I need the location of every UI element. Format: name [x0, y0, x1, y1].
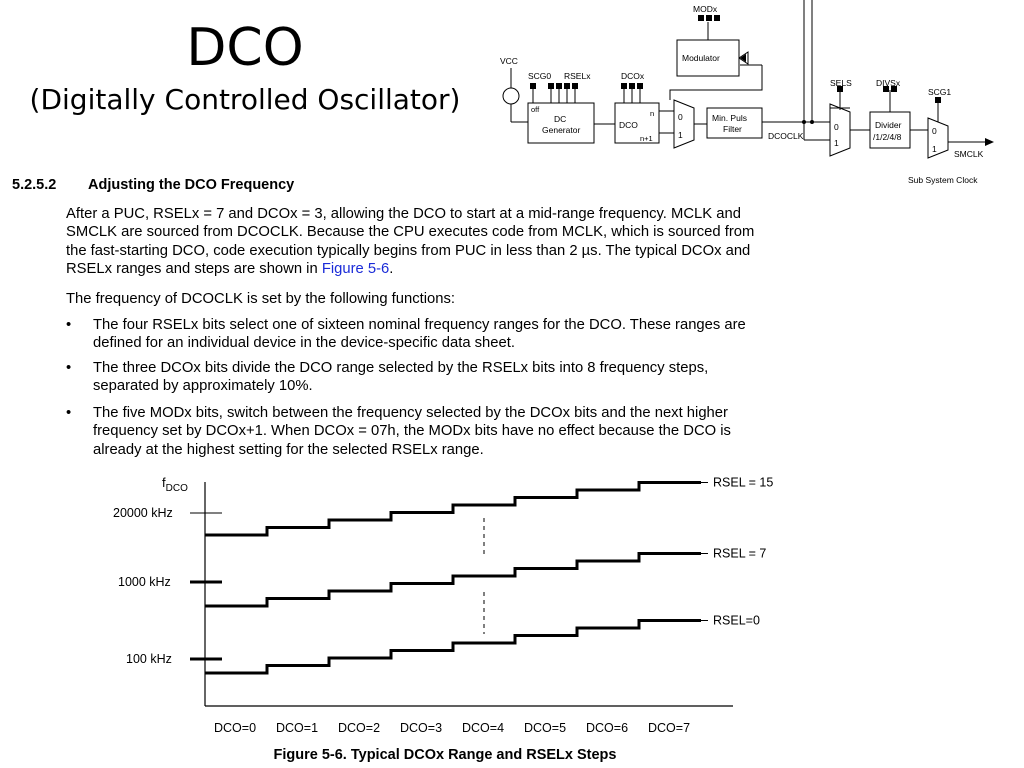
- x-tick-label: DCO=3: [400, 721, 443, 735]
- x-tick-label: DCO=7: [648, 721, 691, 735]
- mux3-zero-label: 0: [932, 126, 937, 136]
- series-line: [205, 483, 701, 536]
- bullet-dot: •: [66, 317, 72, 333]
- slide-subtitle: (Digitally Controlled Oscillator): [29, 83, 461, 116]
- paragraph-line: SMCLK are sourced from DCOCLK. Because the CPU executes code from MCLK, which is sourced from: [66, 224, 755, 241]
- series-label: RSEL=0: [713, 613, 760, 628]
- paragraph-line-last: RSELx ranges and steps are shown in Figure 5-6.: [66, 261, 394, 278]
- divider-label-1: Divider: [875, 120, 902, 130]
- series-line: [205, 621, 701, 674]
- bullet-item: • The four RSELx bits select one of sixteen nominal frequency ranges for the DCO. These ranges are defined for an individual device in the device-specific data sheet.: [66, 317, 746, 352]
- series-line: [205, 554, 701, 607]
- series-label: RSEL = 15: [713, 475, 774, 490]
- figure-caption: Figure 5-6. Typical DCOx Range and RSELx Steps: [273, 747, 617, 763]
- bullet-item: • The three DCOx bits divide the DCO range selected by the RSELx bits into 8 frequency steps, separated by approximately 10%.: [66, 360, 709, 395]
- mux2-one-label: 1: [834, 138, 839, 148]
- bullet-item: • The five MODx bits, switch between the frequency selected by the DCOx bits and the next higher frequency set by DCOx+1. When DCOx = 07h, the MODx bits have no effect because the DCO is already at the highest setting for the selected RSELx range.: [66, 405, 731, 458]
- x-tick-label: DCO=4: [462, 721, 505, 735]
- series-label: RSEL = 7: [713, 546, 767, 561]
- y-tick-label: 20000 kHz: [113, 506, 173, 520]
- x-tick-label: DCO=2: [338, 721, 381, 735]
- dc-generator-label-1: DC: [554, 114, 567, 124]
- x-tick-label: DCO=6: [586, 721, 629, 735]
- dco-block-diagram: [490, 0, 1024, 192]
- min-puls-label-2: Filter: [723, 124, 742, 134]
- rselx-label: RSELx: [564, 71, 591, 81]
- bullet-dot: •: [66, 360, 72, 376]
- sub-system-clock-label: Sub System Clock: [908, 175, 978, 185]
- mux1-one-label: 1: [678, 130, 683, 140]
- section-number: 5.2.5.2: [12, 177, 57, 193]
- section-title: Adjusting the DCO Frequency: [88, 177, 295, 193]
- dcoclk-label: DCOCLK: [768, 131, 804, 141]
- slide-title: DCO: [186, 18, 304, 78]
- dcox-label: DCOx: [621, 71, 645, 81]
- y-tick-label: 1000 kHz: [118, 575, 171, 589]
- dco-range-chart: [0, 460, 1024, 745]
- min-puls-label-1: Min. Puls: [712, 113, 747, 123]
- x-tick-label: DCO=0: [214, 721, 257, 735]
- y-axis-label: $f_{DCO}$: [162, 475, 188, 494]
- paragraph-line: After a PUC, RSELx = 7 and DCOx = 3, allowing the DCO to start at a mid-range frequency. MCLK and: [66, 206, 741, 222]
- dco-block-label: DCO: [619, 120, 638, 130]
- off-label: off: [531, 105, 540, 114]
- vcc-label: VCC: [500, 56, 518, 66]
- mux3-one-label: 1: [932, 144, 937, 154]
- modx-label: MODx: [693, 4, 718, 14]
- bullet-dot: •: [66, 405, 72, 421]
- paragraph-line: the fast-starting DCO, code execution typically begins from PUC in less than 2 µs. The typical DCOx and: [66, 242, 751, 259]
- mux1-zero-label: 0: [678, 112, 683, 122]
- section-heading: [12, 177, 294, 193]
- figure-link[interactable]: Figure 5-6: [321, 261, 390, 278]
- x-tick-label: DCO=1: [276, 721, 319, 735]
- y-tick-label: 100 kHz: [126, 652, 172, 666]
- smclk-label: SMCLK: [954, 149, 984, 159]
- scg0-label: SCG0: [528, 71, 552, 81]
- paragraph-intro: [66, 205, 876, 279]
- mux2-zero-label: 0: [834, 122, 839, 132]
- modulator-label: Modulator: [682, 53, 720, 63]
- n-plus-1-label: n+1: [640, 134, 653, 143]
- paragraph-functions: The frequency of DCOCLK is set by the following functions:: [66, 291, 456, 307]
- sels-label: SELS: [830, 78, 852, 88]
- x-tick-label: DCO=5: [524, 721, 567, 735]
- divider-label-2: /1/2/4/8: [873, 132, 902, 142]
- scg1-label: SCG1: [928, 87, 952, 97]
- n-label: n: [650, 109, 655, 118]
- divsx-label: DIVSx: [876, 78, 901, 88]
- dc-generator-label-2: Generator: [542, 125, 581, 135]
